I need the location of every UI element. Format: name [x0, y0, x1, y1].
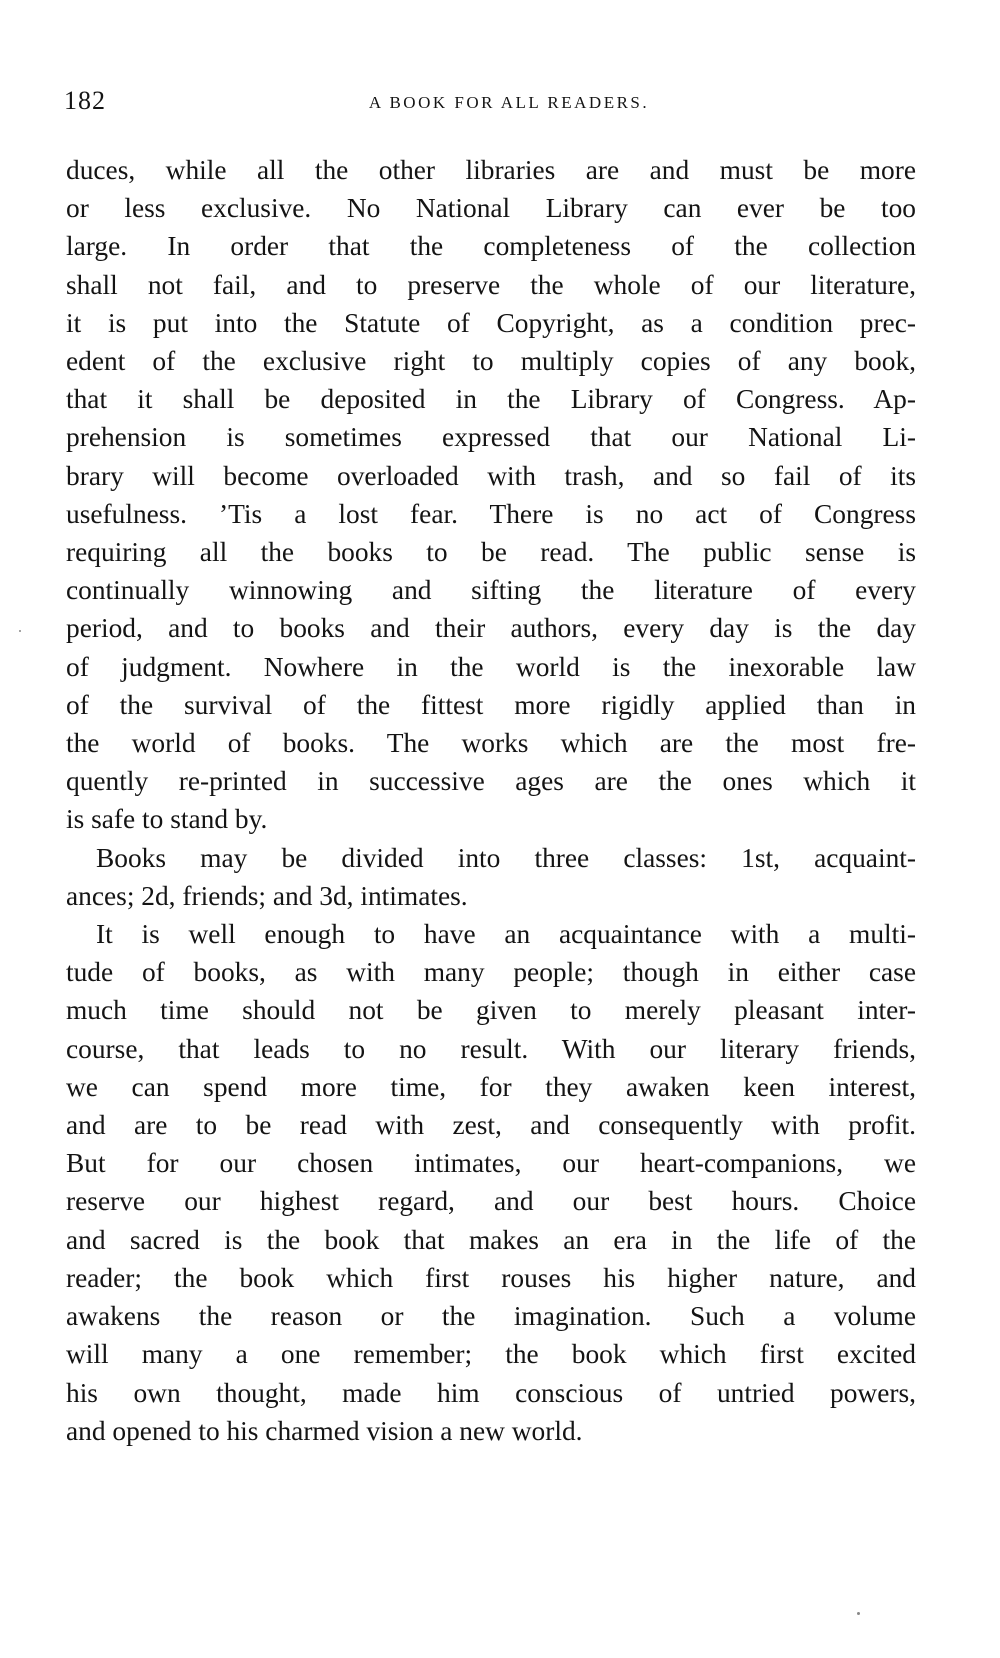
text-line: much time should not be given to merely pleasant inter- [66, 995, 916, 1026]
text-line: will many a one remember; the book which first excited [66, 1339, 916, 1370]
paper-speck [19, 630, 21, 632]
text-line: usefulness. ’Tis a lost fear. There is no act of Congress [66, 498, 916, 529]
body-text [66, 151, 916, 1450]
text-line: of judgment. Nowhere in the world is the inexorable law [66, 651, 916, 682]
text-line: ances; 2d, friends; and 3d, intimates. [66, 880, 468, 911]
text-line: shall not fail, and to preserve the whole of our literature, [66, 269, 916, 300]
text-line: and are to be read with zest, and consequently with profit. [66, 1110, 916, 1141]
text-line: awakens the reason or the imagination. Such a volume [66, 1301, 916, 1332]
text-line: that it shall be deposited in the Library of Congress. Ap- [66, 384, 916, 415]
text-line: of the survival of the fittest more rigidly applied than in [66, 689, 916, 720]
text-line: period, and to books and their authors, every day is the day [66, 613, 916, 644]
page-number: 182 [64, 86, 106, 115]
text-line: brary will become overloaded with trash, and so fail of its [66, 460, 916, 491]
text-line: tude of books, as with many people; though in either case [66, 957, 916, 988]
text-line: the world of books. The works which are the most fre- [66, 728, 916, 759]
text-line: Books may be divided into three classes: 1st, acquaint- [96, 842, 916, 873]
text-line: large. In order that the completeness of the collection [66, 231, 916, 262]
text-line: prehension is sometimes expressed that our National Li- [66, 422, 916, 453]
running-head: A BOOK FOR ALL READERS. [368, 93, 650, 112]
text-line: it is put into the Statute of Copyright, as a condition prec- [66, 307, 916, 338]
text-line: his own thought, made him conscious of untried powers, [66, 1377, 916, 1408]
text-line: But for our chosen intimates, our heart-companions, we [66, 1148, 916, 1179]
paper-speck [857, 1612, 860, 1615]
text-line: and opened to his charmed vision a new world. [66, 1415, 583, 1446]
text-line: or less exclusive. No National Library can ever be too [66, 193, 916, 224]
text-line: duces, while all the other libraries are and must be more [66, 155, 916, 185]
text-line: course, that leads to no result. With our literary friends, [66, 1033, 916, 1064]
text-line: continually winnowing and sifting the literature of every [66, 575, 916, 606]
text-line: and sacred is the book that makes an era in the life of the [66, 1224, 916, 1255]
text-line: requiring all the books to be read. The public sense is [66, 537, 916, 568]
text-line: It is well enough to have an acquaintance with a multi- [96, 919, 916, 950]
text-line: is safe to stand by. [66, 804, 268, 835]
text-line: reserve our highest regard, and our best hours. Choice [66, 1186, 916, 1217]
text-line: reader; the book which first rouses his higher nature, and [66, 1262, 916, 1293]
text-line: we can spend more time, for they awaken keen interest, [66, 1071, 916, 1102]
text-line: quently re-printed in successive ages are the ones which it [66, 766, 916, 797]
text-line: edent of the exclusive right to multiply copies of any book, [66, 346, 916, 377]
page-header [64, 86, 924, 126]
